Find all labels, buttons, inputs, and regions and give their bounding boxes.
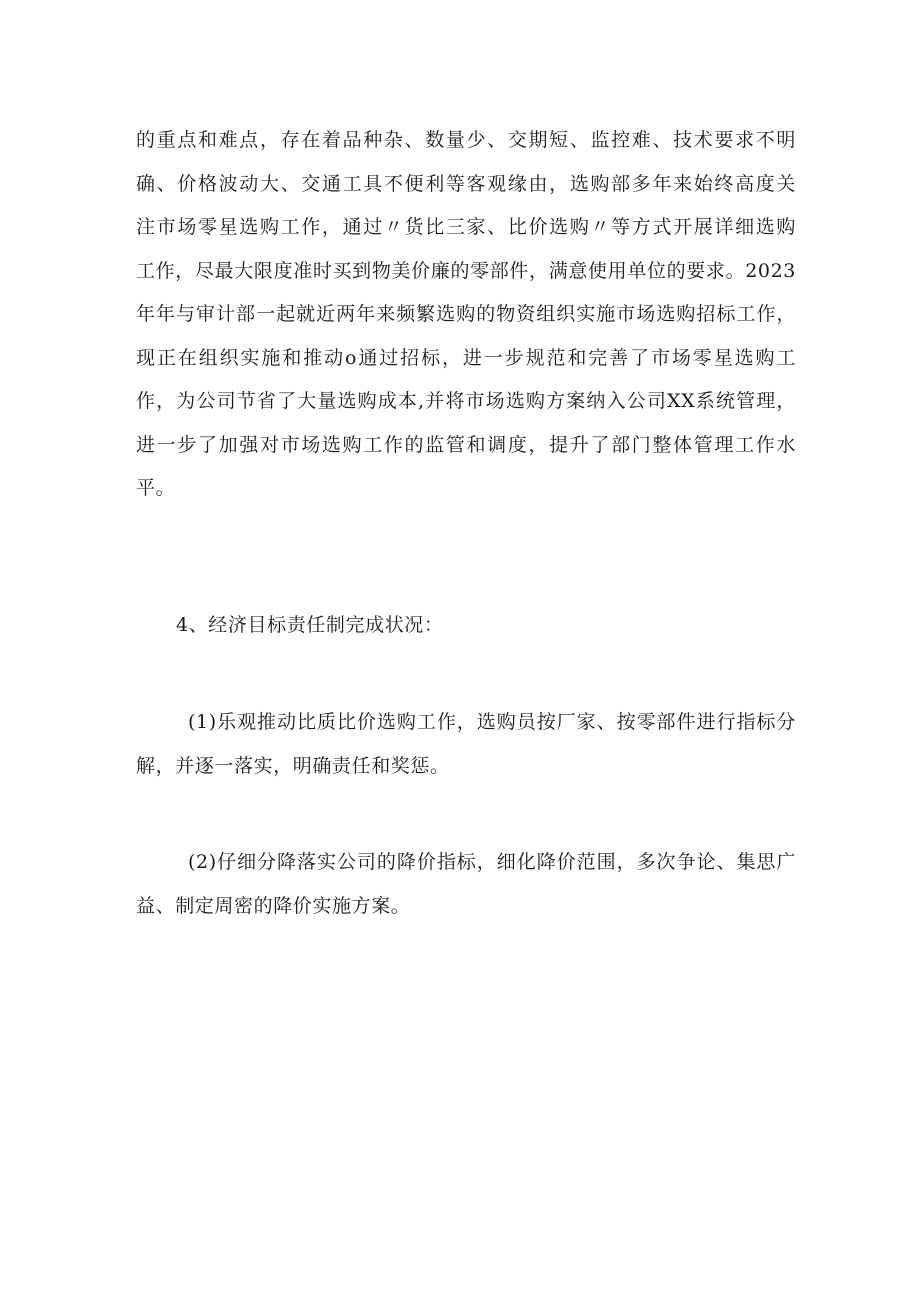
list-item-2 bbox=[136, 841, 796, 928]
text-line: 注市场零星选购工作，通过〃货比三家、比价选购〃等方式开展详细选购 bbox=[136, 216, 796, 238]
text-line: 工作，尽最大限度准时买到物美价廉的零部件，满意使用单位的要求。2023 bbox=[136, 259, 796, 282]
text-line: 现正在组织实施和推动o通过招标，进一步规范和完善了市场零星选购工 bbox=[136, 346, 796, 369]
text-line: 年年与审计部一起就近两年来频繁选购的物资组织实施市场选购招标工作， bbox=[136, 303, 796, 325]
text-line: 解，并逐一落实，明确责任和奖惩。 bbox=[136, 754, 450, 777]
text-line: (2)仔细分降落实公司的降价指标，细化降价范围，多次争论、集思广 bbox=[188, 851, 796, 873]
text-line: 益、制定周密的降价实施方案。 bbox=[136, 894, 411, 917]
body-paragraph-procurement bbox=[136, 119, 796, 511]
list-item-1 bbox=[136, 701, 796, 788]
text-line: (1)乐观推动比质比价选购工作，选购员按厂家、按零部件进行指标分 bbox=[188, 711, 796, 733]
text-line: 作，为公司节省了大量选购成本,并将市场选购方案纳入公司XX系统管理， bbox=[136, 390, 796, 412]
text-line: 确、价格波动大、交通工具不便利等客观缘由，选购部多年来始终高度关 bbox=[136, 172, 796, 195]
section-heading-4 bbox=[176, 604, 576, 648]
text-line: 平。 bbox=[136, 477, 176, 499]
text-line: 的重点和难点，存在着品种杂、数量少、交期短、监控难、技术要求不明 bbox=[136, 129, 796, 151]
text-line: 进一步了加强对市场选购工作的监管和调度，提升了部门整体管理工作水 bbox=[136, 433, 796, 456]
heading-text: 4、经济目标责任制完成状况： bbox=[176, 614, 444, 636]
